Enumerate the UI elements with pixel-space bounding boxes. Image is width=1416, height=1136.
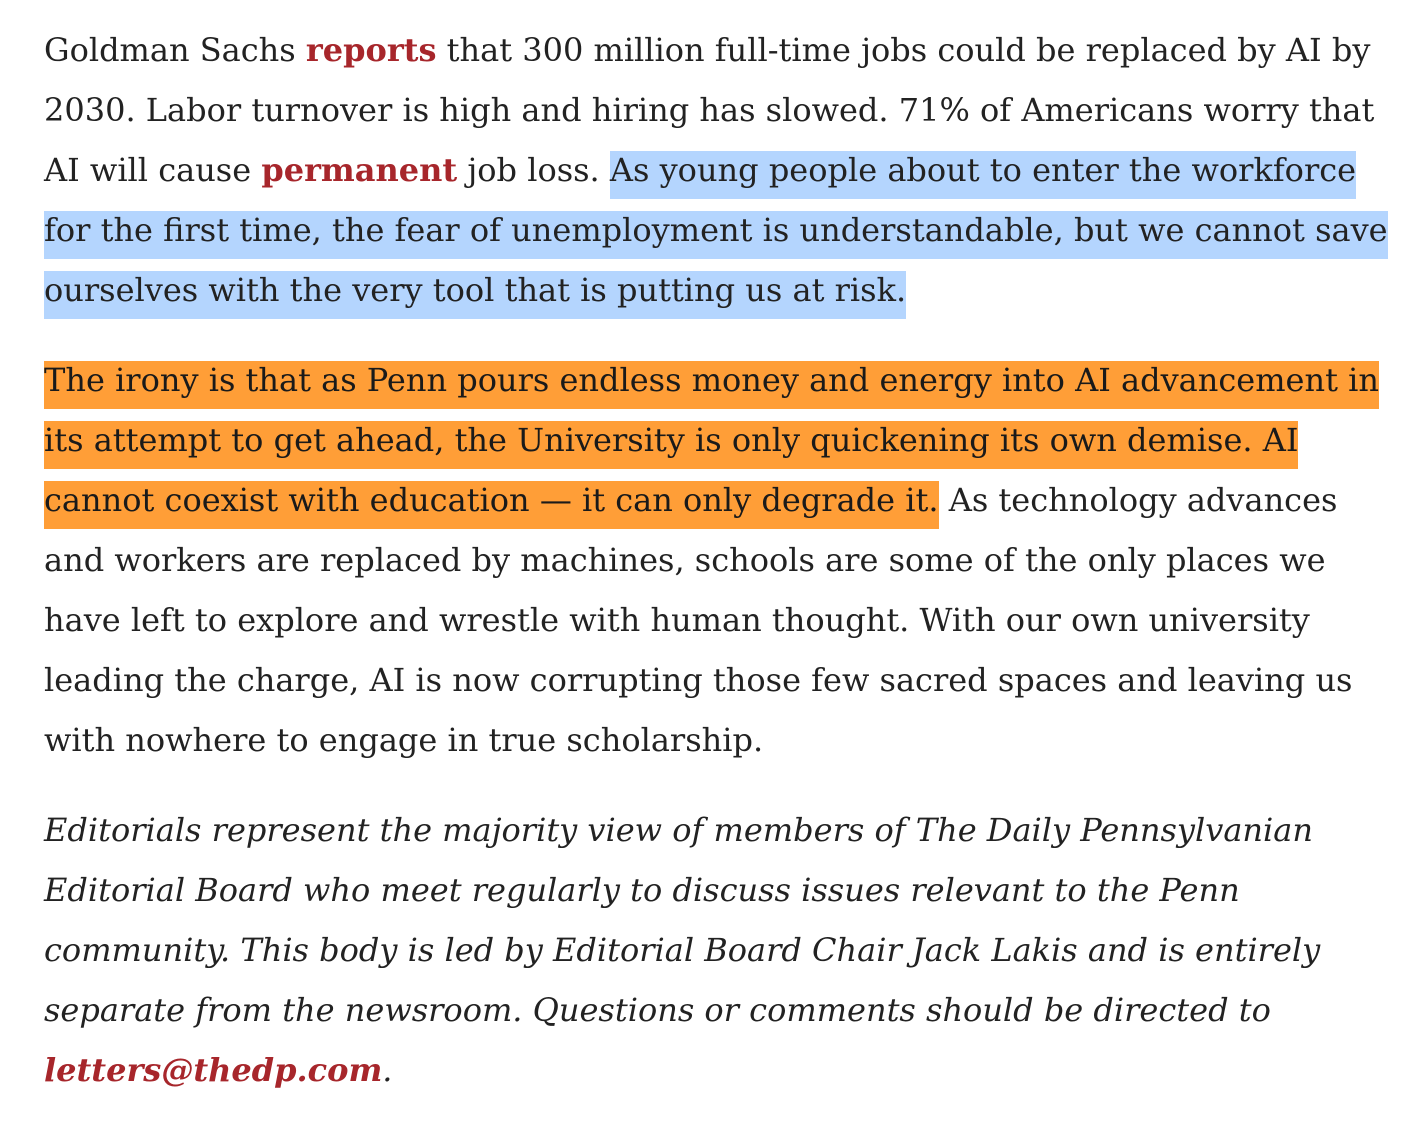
disclaimer-period: .: [382, 1051, 393, 1089]
disclaimer-text: Editorials represent the majority view of members of The Daily Pennsylvanian Editorial Board who meet regularly to discuss issues relevant to the Penn community. This body is led by Editorial Board Chair Jack Lakis and is entirely separate from the newsroom. Questions or comments should be directed to: [44, 811, 1321, 1029]
paragraph-text: As technology advances and workers are replaced by machines, schools are some of the only places we have left to explore and wrestle with human thought. With our own university leading the charge, AI is now corrupting those few sacred spaces and leaving us with nowhere to engage in true scholarship.: [44, 481, 1353, 759]
selected-text[interactable]: As young people about to enter the workforce for the first time, the fear of unemployment is understandable, but we cannot save ourselves with the very tool that is putting us at risk.: [44, 151, 1388, 319]
paragraph-jobs: [44, 20, 1389, 320]
reports-link[interactable]: reports: [305, 31, 437, 69]
paragraph-text: that 300 million full-time jobs could be replaced by AI by 2030. Labor turnover is high and hiring has slowed. 71% of Americans worry that AI will cause: [44, 31, 1375, 189]
permanent-link[interactable]: permanent: [261, 151, 458, 189]
article-body: [44, 20, 1389, 1130]
highlighted-text[interactable]: The irony is that as Penn pours endless money and energy into AI advancement in its attempt to get ahead, the University is only quickening its own demise. AI cannot coexist with education — it can only degrade it.: [44, 361, 1379, 529]
paragraph-text: job loss.: [457, 151, 610, 189]
editorial-disclaimer: [44, 800, 1389, 1100]
paragraph-irony: [44, 350, 1389, 770]
email-link[interactable]: letters@thedp.com: [44, 1051, 383, 1089]
paragraph-text: Goldman Sachs: [44, 31, 306, 69]
